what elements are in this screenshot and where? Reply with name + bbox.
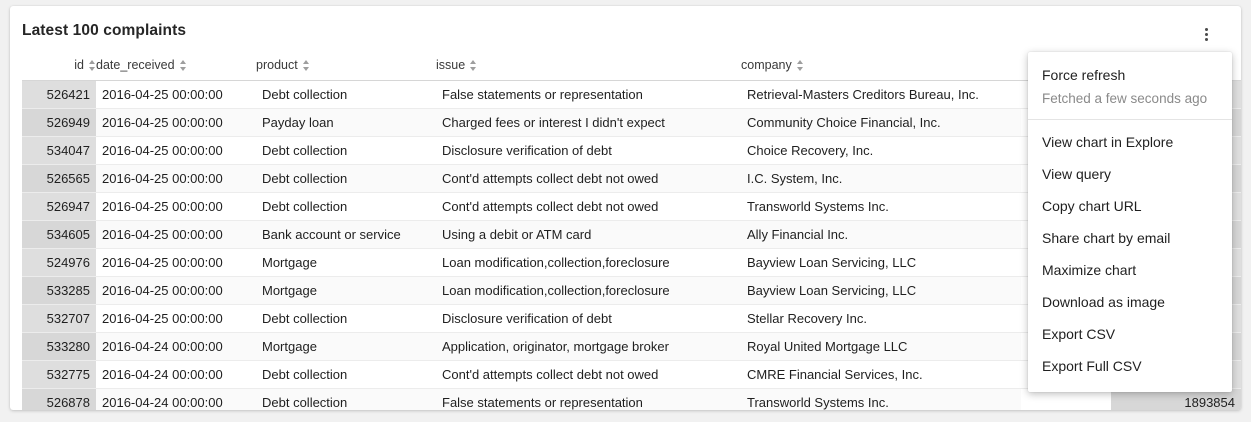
cell-company: I.C. System, Inc. xyxy=(741,165,1021,193)
sort-icon[interactable] xyxy=(89,60,96,71)
column-label-id: id xyxy=(74,58,84,72)
cell-issue: Application, originator, mortgage broker xyxy=(436,333,741,361)
cell-product: Bank account or service xyxy=(256,221,436,249)
cell-id: 524976 xyxy=(22,249,96,277)
cell-id: 526878 xyxy=(22,389,96,411)
cell-product: Debt collection xyxy=(256,193,436,221)
cell-date-received: 2016-04-24 00:00:00 xyxy=(96,333,256,361)
cell-issue: False statements or representation xyxy=(436,81,741,109)
cell-date-received: 2016-04-25 00:00:00 xyxy=(96,81,256,109)
cell-id: 532775 xyxy=(22,361,96,389)
cell-date-received: 2016-04-25 00:00:00 xyxy=(96,221,256,249)
cell-company: Community Choice Financial, Inc. xyxy=(741,109,1021,137)
menu-item-view-chart-in-explore[interactable]: View chart in Explore xyxy=(1042,134,1174,150)
column-label-date-received: date_received xyxy=(96,58,175,72)
cell-product: Debt collection xyxy=(256,137,436,165)
cell-date-received: 2016-04-24 00:00:00 xyxy=(96,361,256,389)
cell-id: 532707 xyxy=(22,305,96,333)
cell-company: Retrieval-Masters Creditors Bureau, Inc. xyxy=(741,81,1021,109)
cell-company: Ally Financial Inc. xyxy=(741,221,1021,249)
column-header-company[interactable] xyxy=(741,58,1021,81)
menu-items-group xyxy=(1028,124,1232,382)
cell-company: Choice Recovery, Inc. xyxy=(741,137,1021,165)
cell-issue: Cont'd attempts collect debt not owed xyxy=(436,361,741,389)
menu-item-download-as-image[interactable]: Download as image xyxy=(1042,294,1165,310)
menu-item-force-refresh[interactable]: Force refresh xyxy=(1042,67,1126,83)
cell-issue: False statements or representation xyxy=(436,389,741,411)
cell-id: 533285 xyxy=(22,277,96,305)
menu-divider xyxy=(1028,119,1232,120)
column-header-issue[interactable] xyxy=(436,58,741,81)
cell-company: Bayview Loan Servicing, LLC xyxy=(741,249,1021,277)
column-header-product[interactable] xyxy=(256,58,436,81)
cell-issue: Charged fees or interest I didn't expect xyxy=(436,109,741,137)
cell-product: Mortgage xyxy=(256,333,436,361)
cell-issue: Cont'd attempts collect debt not owed xyxy=(436,165,741,193)
cell-product: Debt collection xyxy=(256,361,436,389)
cell-id: 534605 xyxy=(22,221,96,249)
page-title: Latest 100 complaints xyxy=(22,22,187,39)
cell-id: 526949 xyxy=(22,109,96,137)
chart-card xyxy=(10,6,1241,410)
menu-item-export-csv[interactable]: Export CSV xyxy=(1042,326,1116,342)
kebab-menu-icon[interactable] xyxy=(1199,28,1213,48)
sort-icon[interactable] xyxy=(470,60,477,71)
cell-count: 1893854 xyxy=(1111,389,1241,411)
cell-id: 526565 xyxy=(22,165,96,193)
column-label-issue: issue xyxy=(436,58,466,72)
card-header xyxy=(10,6,1241,52)
cell-product: Debt collection xyxy=(256,305,436,333)
cell-issue: Using a debit or ATM card xyxy=(436,221,741,249)
cell-product: Debt collection xyxy=(256,165,436,193)
menu-fetched-status: Fetched a few seconds ago xyxy=(1042,91,1208,106)
cell-product: Mortgage xyxy=(256,277,436,305)
menu-item-share-chart-by-email[interactable]: Share chart by email xyxy=(1042,230,1171,246)
menu-item-export-full-csv[interactable]: Export Full CSV xyxy=(1042,358,1142,374)
cell-id: 533280 xyxy=(22,333,96,361)
cell-id: 526421 xyxy=(22,81,96,109)
cell-id: 526947 xyxy=(22,193,96,221)
chart-context-menu[interactable] xyxy=(1028,52,1232,392)
cell-product: Debt collection xyxy=(256,389,436,411)
menu-item-copy-chart-url[interactable]: Copy chart URL xyxy=(1042,198,1142,214)
cell-company: Transworld Systems Inc. xyxy=(741,193,1021,221)
cell-company: Stellar Recovery Inc. xyxy=(741,305,1021,333)
sort-icon[interactable] xyxy=(180,60,187,71)
cell-issue: Loan modification,collection,foreclosure xyxy=(436,249,741,277)
cell-date-received: 2016-04-25 00:00:00 xyxy=(96,193,256,221)
menu-item-view-query[interactable]: View query xyxy=(1042,166,1112,182)
cell-product: Mortgage xyxy=(256,249,436,277)
cell-company: CMRE Financial Services, Inc. xyxy=(741,361,1021,389)
cell-company: Transworld Systems Inc. xyxy=(741,389,1021,411)
cell-date-received: 2016-04-25 00:00:00 xyxy=(96,137,256,165)
cell-company: Royal United Mortgage LLC xyxy=(741,333,1021,361)
cell-issue: Cont'd attempts collect debt not owed xyxy=(436,193,741,221)
column-header-id[interactable] xyxy=(22,58,96,81)
cell-product: Payday loan xyxy=(256,109,436,137)
cell-company: Bayview Loan Servicing, LLC xyxy=(741,277,1021,305)
menu-item-maximize-chart[interactable]: Maximize chart xyxy=(1042,262,1137,278)
cell-date-received: 2016-04-25 00:00:00 xyxy=(96,165,256,193)
cell-date-received: 2016-04-25 00:00:00 xyxy=(96,277,256,305)
cell-date-received: 2016-04-25 00:00:00 xyxy=(96,305,256,333)
column-label-company: company xyxy=(741,58,792,72)
sort-icon[interactable] xyxy=(797,60,804,71)
cell-date-received: 2016-04-24 00:00:00 xyxy=(96,389,256,411)
cell-date-received: 2016-04-25 00:00:00 xyxy=(96,249,256,277)
cell-date-received: 2016-04-25 00:00:00 xyxy=(96,109,256,137)
column-header-date-received[interactable] xyxy=(96,58,256,81)
cell-issue: Disclosure verification of debt xyxy=(436,137,741,165)
sort-icon[interactable] xyxy=(303,60,310,71)
cell-issue: Loan modification,collection,foreclosure xyxy=(436,277,741,305)
cell-id: 534047 xyxy=(22,137,96,165)
column-label-product: product xyxy=(256,58,298,72)
cell-product: Debt collection xyxy=(256,81,436,109)
cell-issue: Disclosure verification of debt xyxy=(436,305,741,333)
